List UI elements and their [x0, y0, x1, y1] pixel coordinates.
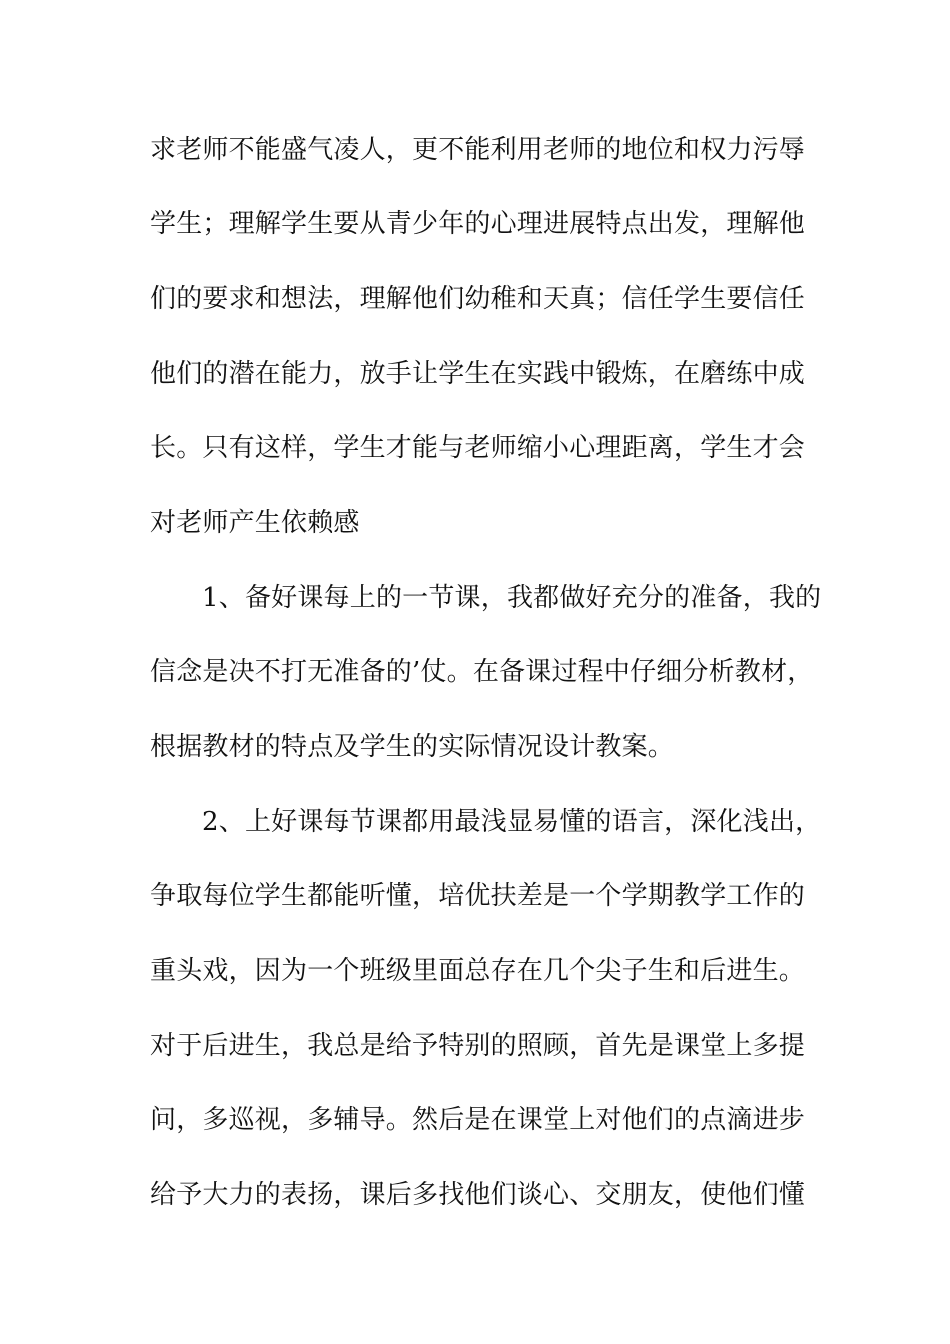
paragraph-2-line-1: 2、上好课每节课都用最浅显易懂的语言，深化浅出，: [202, 807, 822, 837]
paragraph-1-line-3: 根据教材的特点及学生的实际情况设计教案。: [150, 732, 675, 762]
paragraph-2-line-3: 重头戏，因为一个班级里面总存在几个尖子生和后进生。: [150, 956, 806, 986]
paragraph-2-line-6: 给予大力的表扬，课后多找他们谈心、交朋友，使他们懂: [150, 1180, 806, 1210]
paragraph-1-line-1: 1、备好课每上的一节课，我都做好充分的准备，我的: [202, 583, 822, 613]
text-line-4: 他们的潜在能力，放手让学生在实践中锻炼，在磨练中成: [150, 359, 806, 389]
paragraph-2-line-5: 问，多巡视，多辅导。然后是在课堂上对他们的点滴进步: [150, 1105, 806, 1135]
text-line-5: 长。只有这样，学生才能与老师缩小心理距离，学生才会: [150, 433, 806, 463]
paragraph-1-line-2: 信念是决不打无准备的’仗。在备课过程中仔细分析教材，: [150, 657, 814, 687]
text-line-3: 们的要求和想法，理解他们幼稚和天真；信任学生要信任: [150, 284, 806, 314]
text-line-1: 求老师不能盛气凌人，更不能利用老师的地位和权力污辱: [150, 135, 806, 165]
paragraph-2-line-4: 对于后进生，我总是给予特别的照顾，首先是课堂上多提: [150, 1031, 806, 1061]
text-line-2: 学生；理解学生要从青少年的心理进展特点出发，理解他: [150, 209, 806, 239]
text-line-6: 对老师产生依赖感: [150, 508, 360, 538]
paragraph-2-line-2: 争取每位学生都能听懂，培优扶差是一个学期教学工作的: [150, 881, 806, 911]
